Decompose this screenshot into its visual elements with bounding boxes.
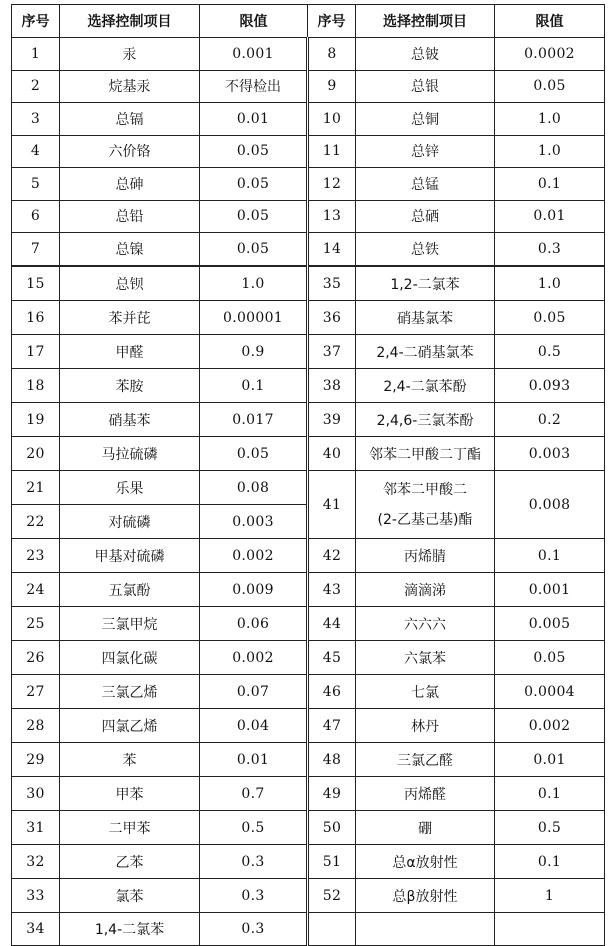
limit-cell: 0.5 (495, 811, 605, 845)
seq-cell: 20 (12, 437, 60, 471)
item-cell: 五氯酚 (60, 573, 200, 607)
seq-cell: 45 (308, 641, 356, 675)
seq-cell: 52 (308, 879, 356, 913)
item-cell: 总硒 (356, 200, 495, 233)
limit-cell: 0.3 (495, 233, 605, 266)
limit-cell: 1.0 (495, 135, 605, 168)
item-cell: 苯并芘 (60, 301, 200, 335)
seq-cell: 28 (12, 709, 60, 743)
item-cell: 甲基对硫磷 (60, 539, 200, 573)
table-row (12, 743, 605, 777)
item-cell: 1,2-二氯苯 (356, 267, 495, 301)
item-cell: 汞 (60, 38, 200, 71)
seq-cell: 10 (308, 103, 356, 136)
limit-cell: 0.05 (200, 200, 308, 233)
limit-cell: 0.3 (200, 845, 308, 879)
table-row (12, 777, 605, 811)
table-row (12, 403, 605, 437)
table-row (12, 301, 605, 335)
limit-cell: 0.08 (200, 471, 308, 505)
seq-cell: 37 (308, 335, 356, 369)
seq-cell: 32 (12, 845, 60, 879)
seq-cell: 21 (12, 471, 60, 505)
limit-cell: 0.05 (495, 641, 605, 675)
table-row (12, 103, 605, 136)
limit-cell: 0.3 (200, 879, 308, 913)
item-cell-multiline (356, 471, 495, 539)
limit-cell: 0.5 (495, 335, 605, 369)
table-row (12, 471, 605, 505)
limit-cell: 0.05 (200, 437, 308, 471)
table-row (12, 369, 605, 403)
limit-cell: 0.002 (200, 539, 308, 573)
seq-cell: 50 (308, 811, 356, 845)
seq-cell: 13 (308, 200, 356, 233)
limit-cell: 1.0 (495, 267, 605, 301)
item-cell: 二甲苯 (60, 811, 200, 845)
item-cell: 对硫磷 (60, 505, 200, 539)
seq-cell: 6 (12, 200, 60, 233)
item-cell: 七氯 (356, 675, 495, 709)
item-cell: 马拉硫磷 (60, 437, 200, 471)
item-cell: 总锌 (356, 135, 495, 168)
seq-cell: 31 (12, 811, 60, 845)
limit-cell: 0.1 (200, 369, 308, 403)
item-cell: 烷基汞 (60, 70, 200, 103)
item-cell: 六价铬 (60, 135, 200, 168)
limit-cell: 0.1 (495, 845, 605, 879)
seq-cell: 22 (12, 505, 60, 539)
item-cell: 总铅 (60, 200, 200, 233)
table-row (12, 709, 605, 743)
item-cell: 乙苯 (60, 845, 200, 879)
seq-cell: 30 (12, 777, 60, 811)
item-cell: 总铜 (356, 103, 495, 136)
seq-cell: 23 (12, 539, 60, 573)
item-cell: 总砷 (60, 168, 200, 201)
pollutant-limits-table-bottom (11, 266, 605, 946)
seq-cell: 43 (308, 573, 356, 607)
limit-cell: 0.001 (200, 38, 308, 71)
item-cell: 邻苯二甲酸二丁酯 (356, 437, 495, 471)
seq-cell: 18 (12, 369, 60, 403)
item-cell: 总α放射性 (356, 845, 495, 879)
limit-cell: 0.05 (200, 135, 308, 168)
item-cell: 六氯苯 (356, 641, 495, 675)
header-item: 选择控制项目 (60, 5, 200, 38)
limit-cell: 0.005 (495, 607, 605, 641)
table-row (12, 641, 605, 675)
limit-cell: 0.07 (200, 675, 308, 709)
item-cell: 苯胺 (60, 369, 200, 403)
seq-cell: 51 (308, 845, 356, 879)
seq-cell: 38 (308, 369, 356, 403)
seq-cell: 15 (12, 267, 60, 301)
limit-cell: 0.01 (495, 200, 605, 233)
item-cell: 苯 (60, 743, 200, 777)
limit-cell: 1.0 (495, 103, 605, 136)
seq-cell: 4 (12, 135, 60, 168)
seq-cell: 17 (12, 335, 60, 369)
table-row (12, 913, 605, 946)
item-cell: 总钡 (60, 267, 200, 301)
seq-cell: 44 (308, 607, 356, 641)
table-row (12, 335, 605, 369)
limit-cell: 0.093 (495, 369, 605, 403)
item-cell: 总铍 (356, 38, 495, 71)
seq-cell: 9 (308, 70, 356, 103)
limit-cell: 0.3 (200, 913, 308, 946)
item-cell: 总银 (356, 70, 495, 103)
limit-cell: 0.008 (495, 471, 605, 539)
table-row (12, 267, 605, 301)
item-cell: 四氯乙烯 (60, 709, 200, 743)
seq-cell: 5 (12, 168, 60, 201)
table-row (12, 607, 605, 641)
item-cell: 总铁 (356, 233, 495, 266)
table-row (12, 200, 605, 233)
table-row (12, 70, 605, 103)
limit-cell: 0.05 (200, 233, 308, 266)
table-row (12, 38, 605, 71)
limit-cell: 0.1 (495, 168, 605, 201)
seq-cell: 49 (308, 777, 356, 811)
limit-cell: 0.017 (200, 403, 308, 437)
seq-cell: 7 (12, 233, 60, 266)
header-limit: 限值 (200, 5, 308, 38)
header-seq: 序号 (12, 5, 60, 38)
seq-cell: 26 (12, 641, 60, 675)
seq-cell: 35 (308, 267, 356, 301)
seq-cell: 47 (308, 709, 356, 743)
empty-cell (308, 913, 356, 946)
limit-cell: 0.5 (200, 811, 308, 845)
item-cell: 总锰 (356, 168, 495, 201)
item-cell: 2,4-二硝基氯苯 (356, 335, 495, 369)
header-limit: 限值 (495, 5, 605, 38)
item-cell: 三氯乙烯 (60, 675, 200, 709)
pollutant-limits-table-top (11, 4, 605, 266)
item-cell: 氯苯 (60, 879, 200, 913)
item-cell: 三氯甲烷 (60, 607, 200, 641)
item-cell: 六六六 (356, 607, 495, 641)
item-cell: 丙烯腈 (356, 539, 495, 573)
limit-cell: 0.05 (495, 301, 605, 335)
seq-cell: 39 (308, 403, 356, 437)
seq-cell: 41 (308, 471, 356, 539)
table-row (12, 135, 605, 168)
seq-cell: 16 (12, 301, 60, 335)
seq-cell: 36 (308, 301, 356, 335)
limit-cell: 0.7 (200, 777, 308, 811)
item-cell: 2,4,6-三氯苯酚 (356, 403, 495, 437)
seq-cell: 34 (12, 913, 60, 946)
seq-cell: 19 (12, 403, 60, 437)
table-row (12, 573, 605, 607)
limit-cell: 1.0 (200, 267, 308, 301)
item-cell: 丙烯醛 (356, 777, 495, 811)
seq-cell: 27 (12, 675, 60, 709)
limit-cell: 0.06 (200, 607, 308, 641)
item-cell: 甲醛 (60, 335, 200, 369)
seq-cell: 48 (308, 743, 356, 777)
limit-cell: 0.01 (200, 103, 308, 136)
seq-cell: 14 (308, 233, 356, 266)
limit-cell: 0.1 (495, 777, 605, 811)
limit-cell: 0.00001 (200, 301, 308, 335)
limit-cell: 0.9 (200, 335, 308, 369)
seq-cell: 12 (308, 168, 356, 201)
limit-cell: 0.001 (495, 573, 605, 607)
item-cell: 甲苯 (60, 777, 200, 811)
seq-cell: 33 (12, 879, 60, 913)
seq-cell: 42 (308, 539, 356, 573)
empty-cell (495, 913, 605, 946)
limit-cell: 0.003 (495, 437, 605, 471)
table-row (12, 879, 605, 913)
table-row (12, 675, 605, 709)
item-cell: 总镍 (60, 233, 200, 266)
limit-cell: 1 (495, 879, 605, 913)
seq-cell: 1 (12, 38, 60, 71)
header-row (12, 5, 605, 38)
item-cell: 总β放射性 (356, 879, 495, 913)
limit-cell: 0.05 (200, 168, 308, 201)
table-row (12, 539, 605, 573)
limit-cell: 0.2 (495, 403, 605, 437)
item-line: 邻苯二甲酸二 (383, 481, 467, 498)
item-cell: 硝基氯苯 (356, 301, 495, 335)
seq-cell: 25 (12, 607, 60, 641)
item-cell: 四氯化碳 (60, 641, 200, 675)
header-item: 选择控制项目 (356, 5, 495, 38)
limit-cell: 0.003 (200, 505, 308, 539)
table-row (12, 233, 605, 266)
limit-cell: 0.009 (200, 573, 308, 607)
limit-cell: 不得检出 (200, 70, 308, 103)
item-cell: 硼 (356, 811, 495, 845)
seq-cell: 8 (308, 38, 356, 71)
limit-cell: 0.01 (495, 743, 605, 777)
item-cell: 滴滴涕 (356, 573, 495, 607)
item-cell: 总镉 (60, 103, 200, 136)
header-seq: 序号 (308, 5, 356, 38)
item-cell: 2,4-二氯苯酚 (356, 369, 495, 403)
table-row (12, 168, 605, 201)
seq-cell: 2 (12, 70, 60, 103)
seq-cell: 11 (308, 135, 356, 168)
item-cell: 1,4-二氯苯 (60, 913, 200, 946)
seq-cell: 46 (308, 675, 356, 709)
item-line: (2-乙基己基)酯 (377, 511, 473, 528)
table-row (12, 811, 605, 845)
limit-cell: 0.1 (495, 539, 605, 573)
limit-cell: 0.002 (200, 641, 308, 675)
seq-cell: 3 (12, 103, 60, 136)
seq-cell: 24 (12, 573, 60, 607)
table-row (12, 437, 605, 471)
item-cell: 乐果 (60, 471, 200, 505)
seq-cell: 40 (308, 437, 356, 471)
item-cell: 林丹 (356, 709, 495, 743)
item-cell: 三氯乙醛 (356, 743, 495, 777)
limit-cell: 0.04 (200, 709, 308, 743)
table-row (12, 845, 605, 879)
limit-cell: 0.05 (495, 70, 605, 103)
limit-cell: 0.002 (495, 709, 605, 743)
item-cell: 硝基苯 (60, 403, 200, 437)
seq-cell: 29 (12, 743, 60, 777)
limit-cell: 0.01 (200, 743, 308, 777)
empty-cell (356, 913, 495, 946)
limit-cell: 0.0002 (495, 38, 605, 71)
limit-cell: 0.0004 (495, 675, 605, 709)
